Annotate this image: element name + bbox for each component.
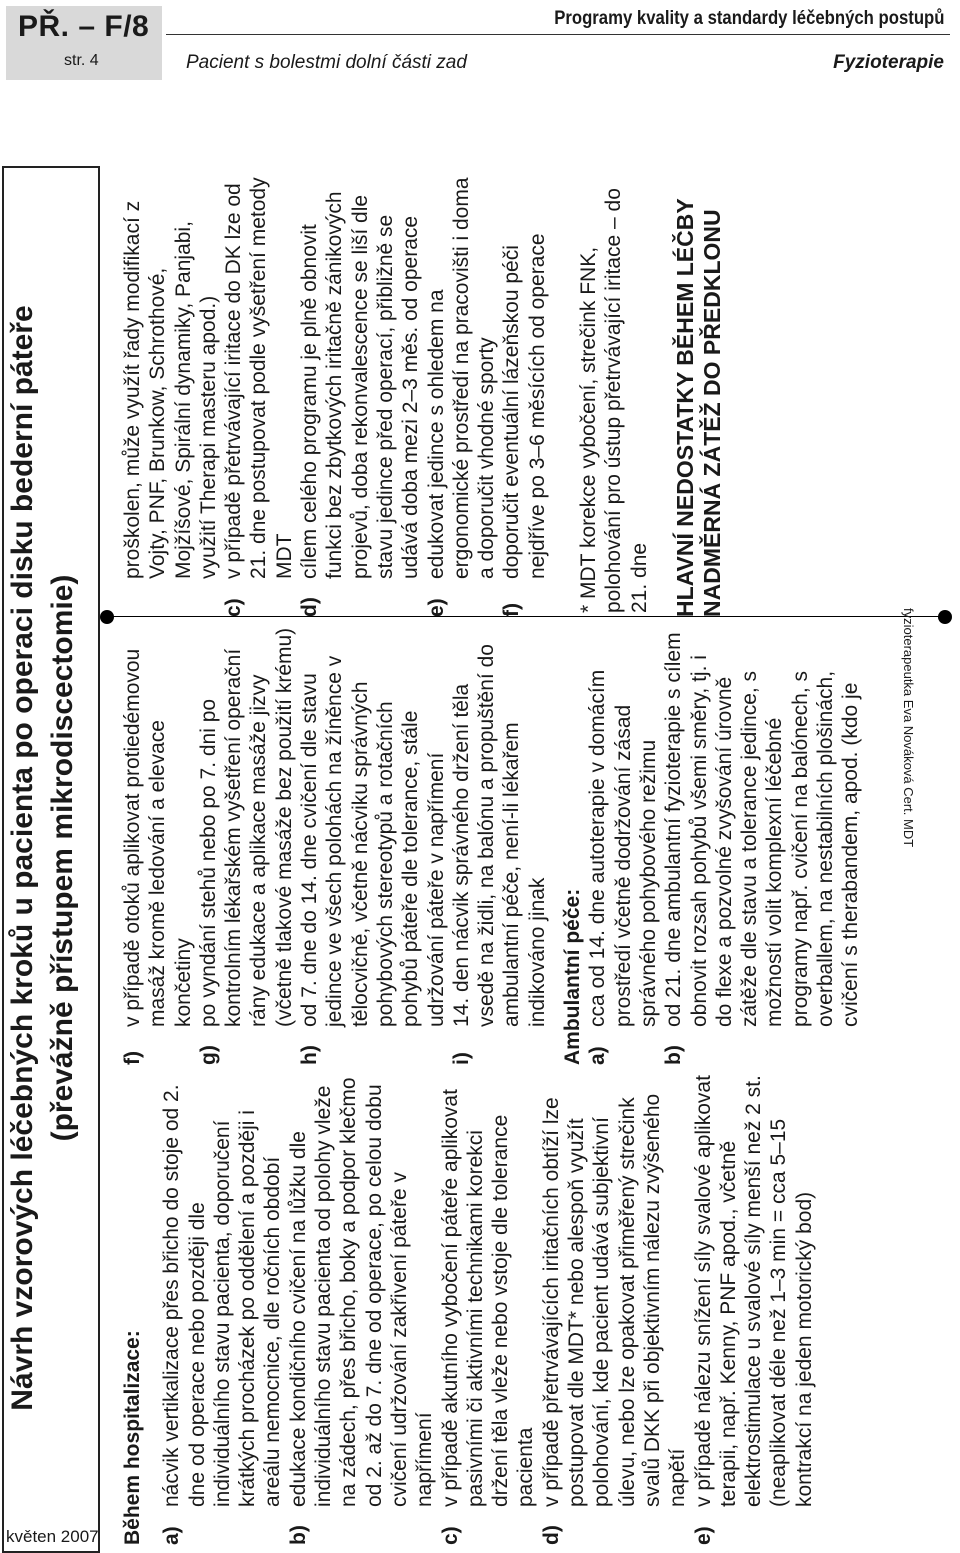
item-text: cca od 14. dne autoterapie v domácím prostředí včetně dodržování zásad správného pohybového režimu [586,669,660,1027]
item-label: f) [121,1051,144,1065]
series-title: Programy kvality a standardy léčebných postupů [553,8,944,29]
continued-text: proškolen, může využít řady modifikací z Vojty, PNF, Brunkow, Schrothové, Mojžíšové, Spirální dynamiky, Panjabi, využití Therapi masteru apod.) [121,200,220,579]
column-right [120,167,726,617]
item-label: a) [160,1526,184,1545]
list-item [691,1075,817,1545]
list-item [424,167,500,617]
header-code-box [6,6,162,80]
item-text: nácvik vertikalizace přes břicho do stoje od 2. dne od operace nebo později dle individuálního stavu pacienta, doporučení krátkých procházek po oddělení a později i areálu nemocnice, dle ročních období [160,1084,285,1507]
category-title: Fyzioterapie [833,52,944,73]
document-code: PŘ. – F/8 [18,10,150,43]
item-text: edukovat jedince s ohledem na ergonomické prostředí na pracovišti i doma a doporučit vhodné sporty [424,177,499,579]
item-text: od 7. dne do 14. dne cvičení dle stavu jedince ve všech polohách na žíněnce v tělocvičně, včetně nácviku správných pohybových stereotypů a rotačních pohybů páteře dle tolerance, stále udržování páteře v napřímení [298,655,448,1027]
list-item [297,167,423,617]
warning-line-2: NADMĚRNÁ ZÁTĚŽ DO PŘEDKLONU [698,209,725,617]
rotated-content [0,163,952,1553]
divider-dot-bottom [938,610,952,624]
list-item [585,627,661,1065]
item-label: d) [539,1525,563,1545]
list-item [196,627,297,1065]
item-text: v případě otoků aplikovat protiedémovou masáž kromě ledování a elevace končetiny [121,648,195,1027]
list-item [539,1075,691,1545]
item-text: edukace kondičního cvičení na lůžku dle individuálního stavu pacienta od polohy vleže na zádech, přes břicho, boky a podpor klečmo od 2. až do 7. dne od operace, po celou dobu cvičení udržování zakřivení páteře v napřímení [286,1077,437,1507]
list-item [499,167,550,617]
item-text: v případě přetrvávajících iritačních obtíží lze postupovat dle MDT* nebo alespoň využít polohování, kde pacient udává subjektivní úlevu, nebo lze opakovat přiměřený strečink svalů DKK při objektivním nálezu zvýšeného napětí [539,1093,690,1507]
item-label: b) [286,1525,310,1545]
list-item [221,167,297,617]
warning-line-1: HLAVNÍ NEDOSTATKY BĚHEM LÉČBY [671,198,698,617]
footnote: * MDT korekce vybočení, strečink FNK, polohování pro ústup přetrvávající iritace – do 21. dne [577,188,651,613]
header-divider [166,34,950,35]
item-text: cílem celého programu je plně obnovit funkci bez zbytkových iritačně zánikových projevů, doba rekonvalescence se liší dle stavu jedince před operací, přibližně se udává doba mezi 2–3 měs. od operace [298,191,423,579]
item-label: c) [438,1526,462,1545]
item-label: i) [449,1052,473,1065]
item-label: c) [222,598,246,617]
list-item [159,1075,285,1545]
item-label: a) [586,1046,610,1065]
item-text: v případě akutního vybočení páteře aplikovat pasivními či aktivními technikami korekci držení těla vleže nebo vstoje dle tolerance pacienta [438,1089,538,1507]
item-label: e) [691,1526,715,1545]
section-heading-ambulant: Ambulantní péče: [561,888,585,1065]
document-title: Návrh vzorových léčebných kroků u pacienta po operaci disku bederní páteře [6,305,39,1411]
item-text: 14. den nácvik správného držení těla vsedě na židli, na balónu a propuštění do ambulantní péče, není-li lékařem indikováno jinak [449,644,549,1027]
item-label: e) [424,598,448,617]
item-label: g) [196,1045,220,1065]
list-item [297,627,449,1065]
item-text: v případě nálezu snížení síly svalové aplikovat terapii, např. Kenny, PNF apod., včetně elektrostimulace u svalové síly menší než 2 st. (neaplikovat déle než 1–3 min = cca 5–15 kontrakcí na jeden motorický bod) [691,1075,816,1507]
item-text: od 21. dne ambulantní fyzioterapie s cílem obnovit rozsah pohybů všemi směry, tj. i do flexe a pozvolné zvyšování úrovně zátěže dle stavu a tolerance jedince, s možností volit komplexní léčebné programy např. cvičení na balónech, s overballem, na nestabilních plošinách, cvičení s therabandem, apod. (kdo je [662,632,863,1027]
section-heading: Během hospitalizace: [121,1330,144,1545]
page-number: str. 4 [64,52,99,69]
item-label: f) [500,603,524,617]
list-item [120,627,196,1065]
item-text: doporučit eventuální lázeňskou péči nejdříve po 3–6 měsících od operace [500,233,549,579]
item-text: po vyndání stehů nebo po 7. dni po kontrolním lékařském vyšetření operační rány edukace a aplikace masáže jizvy (včetně tlakové masáže bez použití krému) [196,627,296,1027]
topic-title: Pacient s bolestmi dolní části zad [186,52,467,73]
item-text: v případě přetrvávající iritace do DK lze od 21. dne postupovat podle vyšetření metody MDT [222,177,296,579]
list-item [661,627,863,1065]
item-label: d) [298,597,322,617]
list-item [286,1075,438,1545]
document-subtitle: (převážně přístupem mikrodiscectomie) [46,574,79,1142]
item-label: h) [298,1045,322,1065]
list-item [449,627,550,1065]
author-credit-visible: fyzioterapeutka Eva Nováková Cert. MDT [901,608,916,848]
list-item [438,1075,539,1545]
column-hospitalization [120,1075,817,1545]
column-continued [120,627,864,1065]
footer-date: květen 2007 [6,1527,99,1546]
item-label: b) [662,1045,686,1065]
divider-dot-top [100,610,114,624]
title-band [0,163,98,1553]
